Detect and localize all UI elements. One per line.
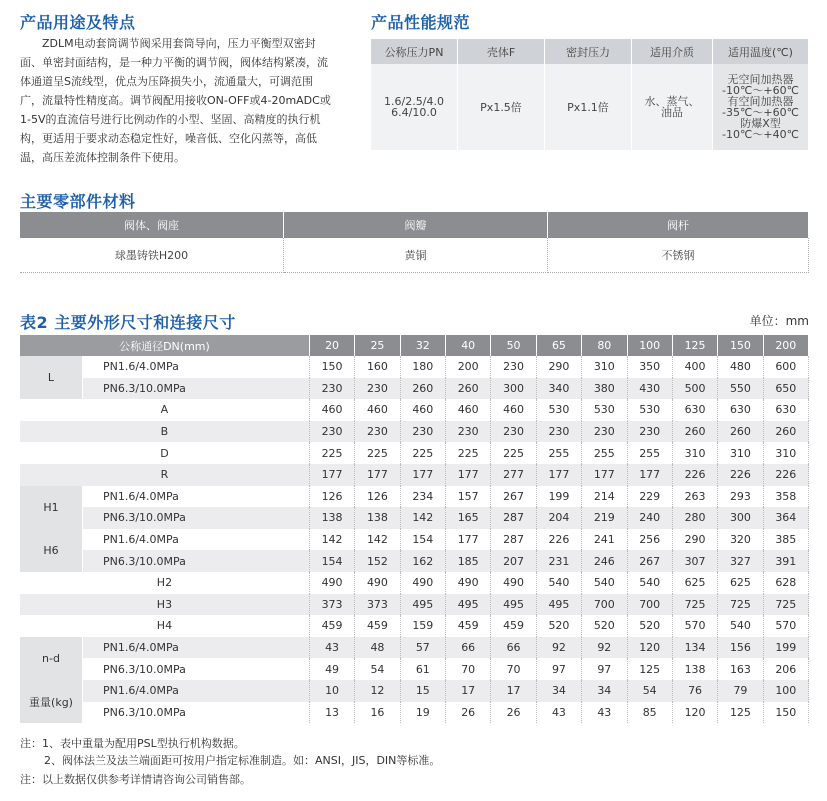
dimension-value: 61: [400, 658, 445, 680]
dimension-row: [20, 550, 809, 572]
dimension-value: 138: [355, 507, 400, 529]
dimension-value: 26: [491, 702, 536, 724]
row-label: B: [20, 421, 309, 443]
intro-line: ZDLM电动套筒调节阀采用套筒导向，压力平衡型双密封: [42, 37, 316, 50]
dimension-value: 520: [582, 615, 627, 637]
dimension-row: [20, 615, 809, 637]
dimension-value: 26: [446, 702, 491, 724]
dimension-value: 459: [446, 615, 491, 637]
dimension-value: 125: [627, 658, 672, 680]
dimension-value: 180: [400, 356, 445, 378]
dimension-value: 327: [718, 550, 763, 572]
dimension-value: 490: [400, 572, 445, 594]
dimension-value: 380: [582, 378, 627, 400]
dimension-row: [20, 702, 809, 724]
usage-title: 产品用途及特点: [20, 13, 136, 32]
dimension-value: 85: [627, 702, 672, 724]
header-dn: 32: [400, 335, 445, 356]
dimension-value: 185: [446, 550, 491, 572]
dimension-value: 500: [672, 378, 717, 400]
dimension-value: 460: [355, 399, 400, 421]
dimension-value: 234: [400, 486, 445, 508]
note-1: 注：1、表中重量为配用PSL型执行机构数据。: [20, 737, 245, 750]
dimension-value: 230: [309, 421, 354, 443]
header-temperature: 适用温度(℃): [713, 39, 809, 64]
dimension-value: 480: [718, 356, 763, 378]
row-group-label: L: [20, 356, 83, 399]
dimension-value: 177: [355, 464, 400, 486]
dimension-value: 570: [763, 615, 808, 637]
dimension-value: 12: [355, 680, 400, 702]
dimension-value: 495: [491, 594, 536, 616]
header-dn: 200: [763, 335, 808, 356]
dimension-value: 230: [491, 356, 536, 378]
dimension-value: 120: [672, 702, 717, 724]
dimension-value: 162: [400, 550, 445, 572]
dimension-value: 287: [491, 507, 536, 529]
row-label: H2: [20, 572, 309, 594]
header-shell: 壳体F: [458, 39, 545, 64]
dimension-value: 490: [446, 572, 491, 594]
dimension-value: 300: [491, 378, 536, 400]
dimension-value: 79: [718, 680, 763, 702]
header-dn: 80: [582, 335, 627, 356]
dimension-value: 277: [491, 464, 536, 486]
dimension-value: 630: [763, 399, 808, 421]
header-dn: 20: [309, 335, 354, 356]
dimension-value: 15: [400, 680, 445, 702]
dimension-value: 231: [536, 550, 581, 572]
dimension-value: 520: [627, 615, 672, 637]
pressure-cell: [371, 64, 458, 150]
dimensions-title: 表2 主要外形尺寸和连接尺寸: [20, 313, 236, 332]
disc-material: 黄铜: [284, 238, 548, 273]
dimension-value: 57: [400, 637, 445, 659]
dimension-value: 700: [582, 594, 627, 616]
dimension-value: 625: [672, 572, 717, 594]
dimension-value: 260: [763, 421, 808, 443]
dimension-value: 226: [672, 464, 717, 486]
header-body-seat: 阀体、阀座: [20, 212, 284, 238]
dimension-value: 177: [627, 464, 672, 486]
dimension-value: 530: [627, 399, 672, 421]
dimension-value: 199: [536, 486, 581, 508]
dimension-value: 307: [672, 550, 717, 572]
dimension-value: 725: [718, 594, 763, 616]
dimension-value: 225: [309, 442, 354, 464]
row-group-label: H1: [20, 486, 83, 529]
dimension-value: 34: [536, 680, 581, 702]
seal-cell: Px1.1倍: [545, 64, 632, 150]
row-sub-label: PN1.6/4.0MPa: [83, 637, 310, 659]
dimension-value: 490: [491, 572, 536, 594]
header-stem: 阀杆: [548, 212, 809, 238]
dimension-value: 459: [491, 615, 536, 637]
dimension-value: 260: [400, 378, 445, 400]
dimension-value: 320: [718, 529, 763, 551]
dimension-value: 520: [536, 615, 581, 637]
dimension-value: 156: [718, 637, 763, 659]
dimension-value: 76: [672, 680, 717, 702]
row-group-label: H6: [20, 529, 83, 572]
dimension-value: 310: [718, 442, 763, 464]
dimension-value: 290: [672, 529, 717, 551]
dimension-value: 154: [400, 529, 445, 551]
performance-value-row: [371, 64, 809, 150]
row-sub-label: PN1.6/4.0MPa: [83, 680, 310, 702]
dimension-value: 226: [763, 464, 808, 486]
header-dn: 40: [446, 335, 491, 356]
dimension-value: 206: [763, 658, 808, 680]
parts-title: 主要零部件材料: [20, 192, 136, 211]
header-dn: 25: [355, 335, 400, 356]
dimension-value: 358: [763, 486, 808, 508]
dimension-value: 490: [309, 572, 354, 594]
dimension-value: 241: [582, 529, 627, 551]
dimension-value: 630: [672, 399, 717, 421]
dimension-row: [20, 572, 809, 594]
dimension-row: [20, 442, 809, 464]
dimension-value: 256: [627, 529, 672, 551]
dimensions-header-row: [20, 335, 809, 356]
dimension-value: 373: [309, 594, 354, 616]
row-sub-label: PN6.3/10.0MPa: [83, 550, 310, 572]
dimension-value: 540: [582, 572, 627, 594]
dimension-value: 373: [355, 594, 400, 616]
dimension-value: 152: [355, 550, 400, 572]
dimension-value: 550: [718, 378, 763, 400]
row-label: H4: [20, 615, 309, 637]
dimension-value: 230: [627, 421, 672, 443]
row-label: D: [20, 442, 309, 464]
dimension-value: 138: [309, 507, 354, 529]
intro-line: 1-5V的直流信号进行比例动作的小型、坚固、高精度的执行机: [20, 113, 321, 126]
row-sub-label: PN6.3/10.0MPa: [83, 507, 310, 529]
dimension-value: 97: [582, 658, 627, 680]
shell-cell: Px1.5倍: [458, 64, 545, 150]
dimension-value: 17: [446, 680, 491, 702]
header-dn: 125: [672, 335, 717, 356]
dimension-value: 530: [582, 399, 627, 421]
dimension-value: 43: [309, 637, 354, 659]
row-sub-label: PN6.3/10.0MPa: [83, 658, 310, 680]
dimension-value: 34: [582, 680, 627, 702]
intro-line: 面、单密封面结构，是一种力平衡的调节阀，阀体结构紧凑，流: [20, 56, 328, 69]
dimension-value: 385: [763, 529, 808, 551]
dimension-value: 430: [627, 378, 672, 400]
header-dn: 150: [718, 335, 763, 356]
dimension-value: 300: [718, 507, 763, 529]
dimension-value: 625: [718, 572, 763, 594]
dimension-value: 142: [400, 507, 445, 529]
dimension-value: 230: [355, 378, 400, 400]
header-dn: 50: [491, 335, 536, 356]
dimension-value: 230: [309, 378, 354, 400]
header-nominal-diameter: 公称通径DN(mm): [20, 335, 309, 356]
performance-title: 产品性能规范: [371, 13, 471, 32]
row-label: R: [20, 464, 309, 486]
dimension-value: 570: [672, 615, 717, 637]
dimension-value: 230: [400, 421, 445, 443]
parts-value-row: [20, 238, 809, 273]
dimension-row: [20, 399, 809, 421]
dimension-value: 490: [355, 572, 400, 594]
temp-line: 防爆X型: [740, 117, 781, 130]
dimension-value: 199: [763, 637, 808, 659]
dimension-value: 460: [309, 399, 354, 421]
header-dn: 65: [536, 335, 581, 356]
body-seat-material: 球墨铸铁H200: [20, 238, 284, 273]
dimension-row: [20, 486, 809, 508]
pressure-line: 6.4/10.0: [391, 106, 437, 119]
dimension-value: 16: [355, 702, 400, 724]
temp-line: 无空间加热器: [727, 73, 794, 86]
row-sub-label: PN6.3/10.0MPa: [83, 702, 310, 724]
dimension-value: 391: [763, 550, 808, 572]
intro-line: 广，流量特性精度高。调节阀配用接收ON-OFF或4-20mADC或: [20, 94, 331, 107]
dimension-value: 177: [309, 464, 354, 486]
dimension-value: 142: [355, 529, 400, 551]
dimension-value: 230: [536, 421, 581, 443]
dimension-value: 200: [446, 356, 491, 378]
dimension-value: 150: [763, 702, 808, 724]
dimension-value: 230: [582, 421, 627, 443]
row-sub-label: PN6.3/10.0MPa: [83, 378, 310, 400]
dimension-value: 495: [536, 594, 581, 616]
row-sub-label: PN1.6/4.0MPa: [83, 356, 310, 378]
dimension-value: 159: [400, 615, 445, 637]
stem-material: 不锈钢: [548, 238, 809, 273]
parts-header-row: [20, 212, 809, 238]
dimension-value: 460: [491, 399, 536, 421]
dimension-value: 43: [582, 702, 627, 724]
dimension-value: 540: [718, 615, 763, 637]
dimension-value: 600: [763, 356, 808, 378]
temp-line: -35℃～+60℃: [722, 106, 799, 119]
row-label: A: [20, 399, 309, 421]
dimension-value: 246: [582, 550, 627, 572]
performance-header-row: [371, 39, 809, 64]
header-media: 适用介质: [632, 39, 713, 64]
dimension-value: 177: [536, 464, 581, 486]
row-sub-label: PN1.6/4.0MPa: [83, 529, 310, 551]
dimension-value: 48: [355, 637, 400, 659]
unit-label: 单位：mm: [749, 314, 809, 328]
intro-line: 构，更适用于要求动态稳定性好，噪音低、空化闪蒸等，高低: [20, 132, 317, 145]
dimension-value: 255: [627, 442, 672, 464]
dimension-value: 92: [582, 637, 627, 659]
dimension-value: 126: [309, 486, 354, 508]
dimension-value: 255: [582, 442, 627, 464]
media-line: 油品: [661, 106, 683, 119]
dimension-row: [20, 464, 809, 486]
dimension-value: 214: [582, 486, 627, 508]
performance-table: [371, 39, 809, 150]
dimension-row: [20, 680, 809, 702]
dimension-value: 154: [309, 550, 354, 572]
dimension-value: 540: [627, 572, 672, 594]
dimension-value: 267: [627, 550, 672, 572]
dimension-value: 364: [763, 507, 808, 529]
dimension-value: 225: [491, 442, 536, 464]
dimension-value: 310: [582, 356, 627, 378]
dimension-value: 204: [536, 507, 581, 529]
temp-line: -10℃～+40℃: [722, 128, 799, 141]
media-cell: [632, 64, 713, 150]
dimension-value: 229: [627, 486, 672, 508]
temp-line: -10℃～+60℃: [722, 84, 799, 97]
dimension-value: 177: [446, 464, 491, 486]
dimension-value: 125: [718, 702, 763, 724]
dimension-row: [20, 529, 809, 551]
dimension-value: 255: [536, 442, 581, 464]
dimension-value: 290: [536, 356, 581, 378]
dimension-row: [20, 421, 809, 443]
note-2: 2、阀体法兰及法兰端面距可按用户指定标准制造。如：ANSI，JIS，DIN等标准。: [44, 754, 441, 767]
dimension-value: 54: [355, 658, 400, 680]
dimension-value: 310: [672, 442, 717, 464]
dimension-value: 120: [627, 637, 672, 659]
dimension-row: [20, 658, 809, 680]
row-group-label: n-d: [20, 637, 83, 680]
dimension-value: 163: [718, 658, 763, 680]
dimension-value: 19: [400, 702, 445, 724]
dimension-value: 219: [582, 507, 627, 529]
header-disc: 阀瓣: [284, 212, 548, 238]
dimension-row: [20, 594, 809, 616]
dimension-value: 495: [400, 594, 445, 616]
dimension-value: 54: [627, 680, 672, 702]
dimension-value: 226: [536, 529, 581, 551]
dimension-value: 540: [536, 572, 581, 594]
dimension-value: 700: [627, 594, 672, 616]
dimension-row: [20, 378, 809, 400]
dimension-value: 260: [718, 421, 763, 443]
dimension-value: 126: [355, 486, 400, 508]
dimension-value: 43: [536, 702, 581, 724]
dimension-value: 157: [446, 486, 491, 508]
dimension-value: 160: [355, 356, 400, 378]
dimension-value: 177: [582, 464, 627, 486]
note-3: 注：以上数据仅供参考详情请咨询公司销售部。: [20, 773, 251, 786]
dimension-value: 92: [536, 637, 581, 659]
dimension-value: 230: [355, 421, 400, 443]
dimension-value: 293: [718, 486, 763, 508]
temp-line: 有空间加热器: [727, 95, 794, 108]
dimension-value: 230: [446, 421, 491, 443]
dimension-value: 340: [536, 378, 581, 400]
row-group-label: 重量(kg): [20, 680, 83, 723]
row-sub-label: PN1.6/4.0MPa: [83, 486, 310, 508]
dimension-value: 10: [309, 680, 354, 702]
dimension-value: 150: [309, 356, 354, 378]
header-dn: 100: [627, 335, 672, 356]
dimension-value: 260: [672, 421, 717, 443]
dimension-value: 650: [763, 378, 808, 400]
dimension-row: [20, 356, 809, 378]
dimension-value: 350: [627, 356, 672, 378]
dimension-value: 226: [718, 464, 763, 486]
dimension-value: 49: [309, 658, 354, 680]
dimension-value: 100: [763, 680, 808, 702]
dimension-value: 310: [763, 442, 808, 464]
dimension-value: 177: [446, 529, 491, 551]
dimension-value: 459: [355, 615, 400, 637]
dimension-value: 134: [672, 637, 717, 659]
dimension-value: 70: [446, 658, 491, 680]
temperature-cell: [713, 64, 809, 150]
dimensions-table: [20, 335, 809, 723]
header-seal-pressure: 密封压力: [545, 39, 632, 64]
dimension-value: 225: [446, 442, 491, 464]
dimension-value: 260: [446, 378, 491, 400]
dimension-value: 263: [672, 486, 717, 508]
dimension-value: 66: [446, 637, 491, 659]
dimension-value: 287: [491, 529, 536, 551]
intro-line: 温，高压差流体控制条件下使用。: [20, 151, 185, 164]
dimension-value: 66: [491, 637, 536, 659]
dimension-value: 165: [446, 507, 491, 529]
dimension-value: 630: [718, 399, 763, 421]
dimension-value: 97: [536, 658, 581, 680]
dimension-value: 207: [491, 550, 536, 572]
dimension-value: 13: [309, 702, 354, 724]
dimension-value: 725: [763, 594, 808, 616]
dimension-value: 142: [309, 529, 354, 551]
dimension-value: 240: [627, 507, 672, 529]
parts-table: [20, 212, 809, 273]
dimension-value: 70: [491, 658, 536, 680]
media-line: 水、蒸气、: [644, 95, 700, 108]
dimension-row: [20, 637, 809, 659]
dimension-value: 17: [491, 680, 536, 702]
dimension-value: 628: [763, 572, 808, 594]
dimension-value: 725: [672, 594, 717, 616]
dimension-value: 280: [672, 507, 717, 529]
dimension-value: 225: [400, 442, 445, 464]
dimension-value: 177: [400, 464, 445, 486]
dimension-value: 495: [446, 594, 491, 616]
row-label: H3: [20, 594, 309, 616]
dimension-value: 530: [536, 399, 581, 421]
dimension-value: 267: [491, 486, 536, 508]
dimension-value: 460: [446, 399, 491, 421]
dimension-value: 138: [672, 658, 717, 680]
intro-line: 体通道呈S流线型，优点为压降损失小，流通量大，可调范围: [20, 75, 313, 88]
pressure-line: 1.6/2.5/4.0: [384, 95, 444, 108]
dimension-value: 230: [491, 421, 536, 443]
dimension-value: 459: [309, 615, 354, 637]
dimension-value: 225: [355, 442, 400, 464]
intro-paragraph: [20, 34, 358, 167]
dimension-value: 460: [400, 399, 445, 421]
dimension-row: [20, 507, 809, 529]
dimension-value: 400: [672, 356, 717, 378]
header-nominal-pressure: 公称压力PN: [371, 39, 458, 64]
